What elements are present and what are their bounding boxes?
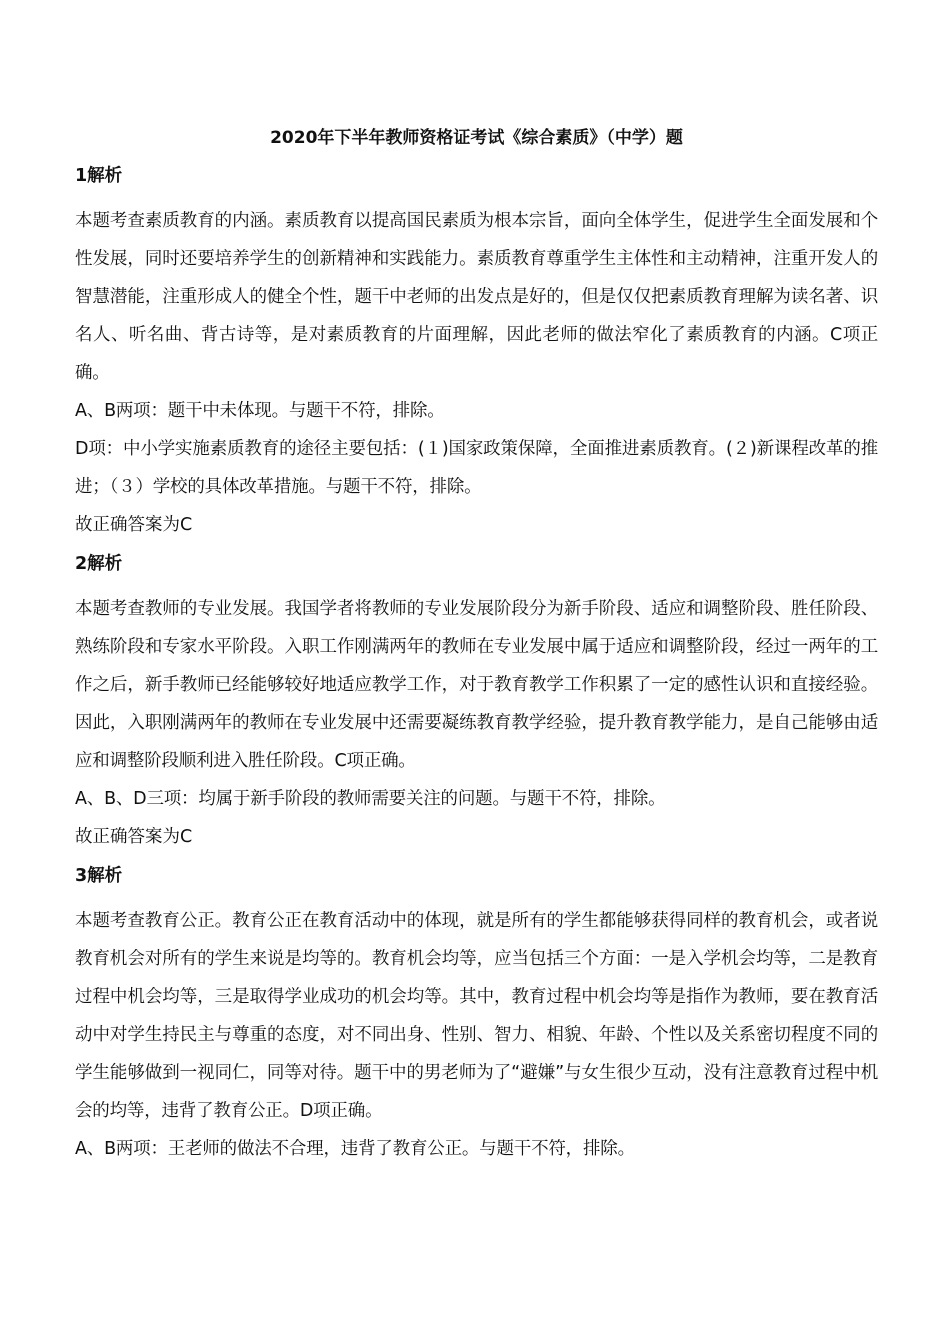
section-paragraph: 本题考查教师的专业发展。我国学者将教师的专业发展阶段分为新手阶段、适应和调整阶段、胜任阶段、熟练阶段和专家水平阶段。入职工作刚满两年的教师在专业发展中属于适应和调整阶段，经过一两年的工作之后，新手教师已经能够较好地适应教学工作，对于教育教学工作积累了一定的感性认识和直接经验。因此，入职刚满两年的教师在专业发展中还需要凝练教育教学经验，提升教育教学能力，是自己能够由适应和调整阶段顺利进入胜任阶段。C项正确。 <box>75 599 878 771</box>
section-paragraph: 本题考查素质教育的内涵。素质教育以提高国民素质为根本宗旨，面向全体学生，促进学生全面发展和个性发展，同时还要培养学生的创新精神和实践能力。素质教育尊重学生主体性和主动精神，注重开发人的智慧潜能，注重形成人的健全个性，题干中老师的出发点是好的，但是仅仅把素质教育理解为读名著、识名人、听名曲、背古诗等，是对素质教育的片面理解，因此老师的做法窄化了素质教育的内涵。C项正确。 <box>75 211 878 383</box>
answer-line: 故正确答案为C <box>75 827 193 847</box>
section-paragraph: A、B、D三项：均属于新手阶段的教师需要关注的问题。与题干不符，排除。 <box>75 789 666 809</box>
section-paragraph: A、B两项：王老师的做法不合理，违背了教育公正。与题干不符，排除。 <box>75 1139 635 1159</box>
section-heading: 2解析 <box>75 554 123 574</box>
section-paragraph: A、B两项：题干中未体现。与题干不符，排除。 <box>75 401 445 421</box>
document-title: 2020年下半年教师资格证考试《综合素质》（中学）题 <box>270 128 683 148</box>
section-paragraph: 本题考查教育公正。教育公正在教育活动中的体现，就是所有的学生都能够获得同样的教育机会，或者说教育机会对所有的学生来说是均等的。教育机会均等，应当包括三个方面：一是入学机会均等，二是教育过程中机会均等，三是取得学业成功的机会均等。其中，教育过程中机会均等是指作为教师，要在教育活动中对学生持民主与尊重的态度，对不同出身、性别、智力、相貌、年龄、个性以及关系密切程度不同的学生能够做到一视同仁，同等对待。题干中的男老师为了“避嫌”与女生很少互动，没有注意教育过程中机会的均等，违背了教育公正。D项正确。 <box>75 911 878 1121</box>
section-paragraph: D项：中小学实施素质教育的途径主要包括：(１)国家政策保障，全面推进素质教育。(２)新课程改革的推进；（３）学校的具体改革措施。与题干不符，排除。 <box>75 439 878 497</box>
answer-line: 故正确答案为C <box>75 515 193 535</box>
explanation-section-1 <box>75 164 878 544</box>
explanation-section-2 <box>75 552 878 856</box>
section-heading: 1解析 <box>75 166 123 186</box>
section-heading: 3解析 <box>75 866 123 886</box>
explanation-section-3 <box>75 864 878 1168</box>
